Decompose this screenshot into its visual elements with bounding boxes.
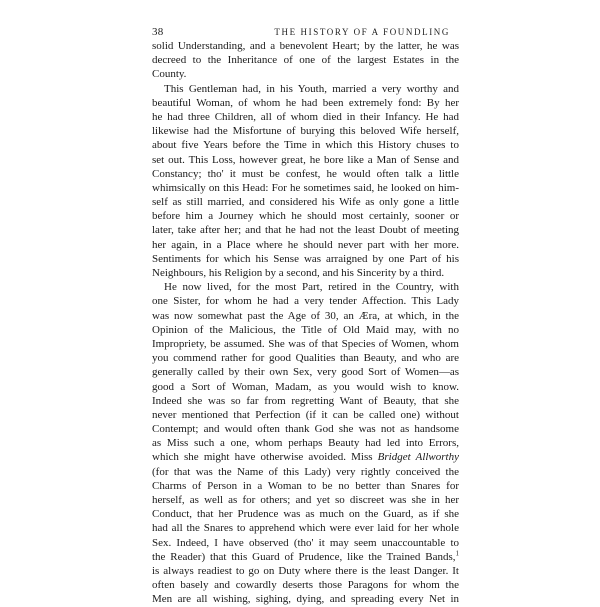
- text-run: (for that was the Name of this Lady) very rightly conceived the: [152, 465, 459, 478]
- text-run: the Reader) that this Guard of Prudence, like the Trained Bands,: [152, 550, 456, 563]
- text-run: Conduct, that her Prudence was as much on the Guard, as if she: [152, 508, 459, 521]
- text-line: [152, 578, 459, 592]
- text-line: [152, 53, 459, 67]
- text-line: [152, 465, 459, 479]
- text-line: [152, 294, 459, 308]
- text-run: as Miss such a one, whom perhaps Beauty had led into Errors,: [152, 437, 459, 450]
- text-line: [152, 223, 459, 237]
- text-line: [152, 110, 459, 124]
- text-run: Impropriety, be assumed. She was of that Species of Women, whom: [152, 337, 459, 350]
- text-line: [152, 351, 459, 365]
- page-number: 38: [152, 26, 164, 38]
- text-line: [152, 564, 459, 578]
- text-run: before him a Journey which he should most certainly, sooner or: [152, 210, 459, 223]
- text-run: self as still married, and considered his Wife as only gone a little: [152, 196, 459, 209]
- text-run: decreed to the Inheritance of one of the largest Estates in the: [152, 54, 459, 67]
- text-line: [152, 96, 459, 110]
- text-run: He now lived, for the most Part, retired in the Country, with: [164, 281, 459, 294]
- text-run: likewise had the Misfortune of burying this beloved Wife herself,: [152, 125, 459, 138]
- running-title: THE HISTORY OF A FOUNDLING: [274, 27, 450, 37]
- text-line: [152, 507, 459, 521]
- text-line: [152, 337, 459, 351]
- text-line: [152, 394, 459, 408]
- text-run: often basely and cowardly deserts those Paragons for whom the: [152, 579, 459, 592]
- text-run: Sentiments for which his Sense was arraigned by one Part of his: [152, 252, 459, 265]
- text-run: generally called by their own Sex, very good Sort of Women—as: [152, 366, 459, 379]
- italic-name: Bridget Allworthy: [377, 451, 459, 464]
- text-line: [152, 365, 459, 379]
- text-run: he had three Children, all of whom died in their Infancy. He had: [152, 110, 459, 123]
- text-run: whimsically on this Head: For he sometimes said, he looked on him-: [152, 181, 459, 194]
- text-line: [152, 167, 459, 181]
- text-line: [152, 436, 459, 450]
- text-run: solid Understanding, and a benevolent Heart; by the latter, he was: [152, 40, 459, 52]
- text-line: [152, 592, 459, 606]
- text-run: is always readiest to go on Duty where there is the least Danger. It: [152, 564, 459, 577]
- text-line: [152, 138, 459, 152]
- text-line: [152, 181, 459, 195]
- text-line: [152, 153, 459, 167]
- running-head: [0, 0, 600, 40]
- text-run: never mentioned that Perfection (if it can be called one) without: [152, 408, 459, 421]
- text-run: good a Sort of Woman, Madam, as you would wish to know.: [152, 380, 459, 393]
- text-line: [152, 536, 459, 550]
- text-run: Sex. Indeed, I have observed (tho' it may seem unaccountable to: [152, 536, 459, 549]
- text-run: Opinion of the Malicious, the Title of Old Maid may, with no: [152, 323, 459, 336]
- text-line: [152, 550, 459, 564]
- text-run: had all the Snares to apprehend which were ever laid for her whole: [152, 522, 459, 535]
- text-line: [152, 238, 459, 252]
- text-line: [152, 280, 459, 294]
- text-run: which she might have otherwise avoided. Miss: [152, 451, 378, 464]
- text-run: you commend rather for good Qualities than Beauty, and who are: [152, 352, 459, 365]
- text-run: set out. This Loss, however great, he bore like a Man of Sense and: [152, 153, 459, 166]
- text-run: beautiful Woman, of whom he had been extremely fond: By her: [152, 96, 459, 109]
- text-line: [152, 266, 459, 280]
- text-line: [152, 450, 459, 464]
- text-line: [152, 39, 459, 53]
- text-run: was now somewhat past the Age of 30, an Æra, at which, in the: [152, 309, 459, 322]
- text-line: [152, 521, 459, 535]
- text-line: [152, 479, 459, 493]
- text-line: [152, 380, 459, 394]
- footnote-marker: 1: [455, 549, 459, 558]
- text-line: [152, 252, 459, 266]
- text-run: one Sister, for whom he had a very tender Affection. This Lady: [152, 295, 459, 308]
- text-line: [152, 309, 459, 323]
- text-run: her again, in a Place where he should never part with her more.: [152, 238, 459, 251]
- text-line: [152, 82, 459, 96]
- body-text: [152, 39, 459, 607]
- text-run: This Gentleman had, in his Youth, married a very worthy and: [164, 82, 459, 95]
- text-line: [152, 493, 459, 507]
- text-run: Contempt; and would often thank God she was not as handsome: [152, 423, 459, 436]
- text-run: about five Years before the Time in which this History chuses to: [152, 139, 459, 152]
- text-line: [152, 408, 459, 422]
- text-line: [152, 195, 459, 209]
- text-run: herself, as well as for others; and yet so discreet was she in her: [152, 494, 459, 506]
- text-line: [152, 209, 459, 223]
- text-run: Charms of Person in a Woman to be no better than Snares for: [152, 479, 459, 492]
- text-run: County.: [152, 68, 187, 81]
- text-run: Neighbours, his Religion by a second, and his Sincerity by a third.: [152, 267, 445, 279]
- text-run: Men are all wishing, sighing, dying, and spreading every Net in: [152, 593, 459, 606]
- text-run: later, take after her; and that he had not the least Doubt of meeting: [152, 224, 459, 237]
- text-run: Constancy; tho' it must be confest, he would often talk a little: [152, 167, 459, 180]
- text-line: [152, 67, 459, 81]
- text-line: [152, 422, 459, 436]
- text-line: [152, 124, 459, 138]
- text-run: Indeed she was so far from regretting Want of Beauty, that she: [152, 394, 459, 407]
- text-line: [152, 323, 459, 337]
